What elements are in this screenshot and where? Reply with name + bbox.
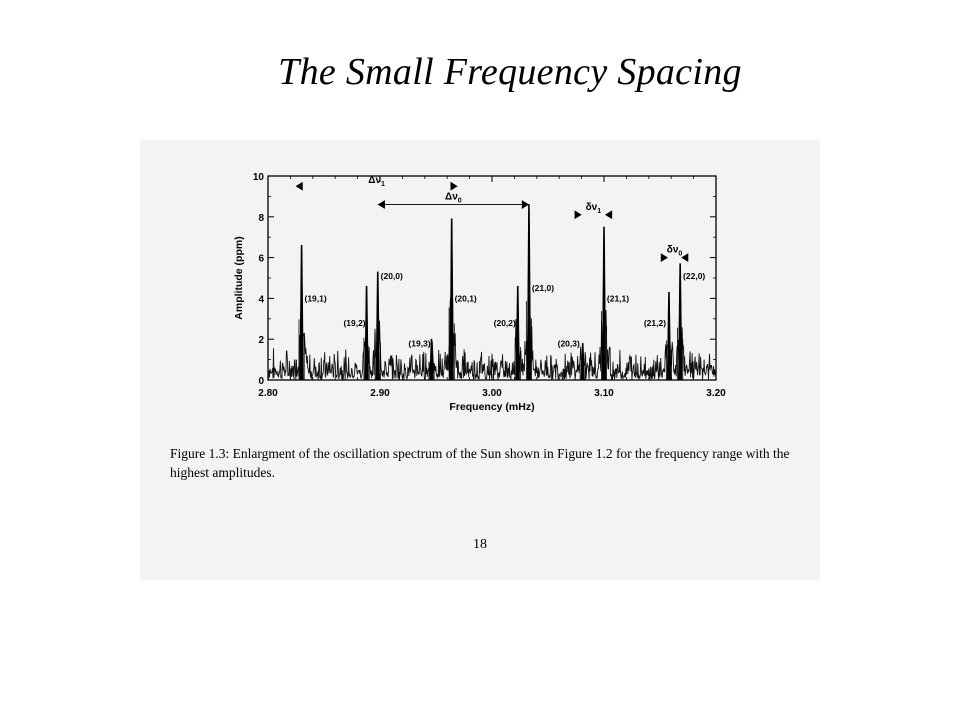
peak-label: (19,2) xyxy=(343,317,366,328)
y-tick-label: 0 xyxy=(258,376,264,387)
x-tick-label: 2.80 xyxy=(258,388,278,399)
delta-nu-1-arrow-left xyxy=(296,182,303,191)
x-tick-label: 2.90 xyxy=(370,388,390,399)
peak-label: (21,0) xyxy=(531,283,555,294)
peak-201 xyxy=(450,219,454,380)
small-delta-nu-1-arrow-left xyxy=(575,210,582,219)
peak-220 xyxy=(678,264,682,380)
peak-label: (20,1) xyxy=(454,293,477,304)
y-axis-title: Amplitude (ppm) xyxy=(233,236,245,320)
y-tick-label: 2 xyxy=(258,335,264,347)
peak-192 xyxy=(365,286,369,380)
peak-203 xyxy=(581,343,585,380)
y-tick-label: 10 xyxy=(252,172,264,183)
peak-200 xyxy=(376,272,380,380)
spectrum-chart xyxy=(140,140,820,580)
peak-label: (20,2) xyxy=(493,317,516,328)
peak-210 xyxy=(527,205,531,380)
peak-211 xyxy=(602,227,606,380)
peak-label: (19,3) xyxy=(408,338,431,349)
x-tick-label: 3.10 xyxy=(594,388,614,399)
peak-212 xyxy=(667,292,671,380)
peak-label: (19,1) xyxy=(304,293,327,304)
page-number: 18 xyxy=(473,537,487,548)
delta-nu-0-arrow-right xyxy=(522,200,529,209)
delta-nu-0-arrow-left xyxy=(378,200,385,209)
figure-caption: Figure 1.3: Enlargment of the oscillation spectrum of the Sun shown in Figure 1.2 for the frequency range with the highest amplitudes. xyxy=(170,446,790,480)
figure-scan xyxy=(140,140,820,580)
x-tick-label: 3.20 xyxy=(706,388,726,399)
spectrum-noise-line xyxy=(268,284,716,380)
plot-frame xyxy=(268,176,716,380)
peak-label: (20,0) xyxy=(380,270,403,281)
x-axis-title: Frequency (mHz) xyxy=(449,401,535,413)
y-tick-label: 4 xyxy=(258,294,264,306)
delta-nu-0-label: $\Delta\nu_0$ xyxy=(445,191,462,205)
small-delta-nu-1-arrow-right xyxy=(605,210,612,219)
peak-label: (22,0) xyxy=(683,270,706,281)
y-tick-label: 8 xyxy=(258,212,264,224)
x-tick-label: 3.00 xyxy=(482,388,502,399)
delta-nu-1-arrow-right xyxy=(451,182,458,191)
small-delta-nu-1-label: $\delta\nu_1$ xyxy=(585,201,602,215)
peak-202 xyxy=(516,286,520,380)
delta-nu-1-label: $\Delta\nu_1$ xyxy=(368,175,385,189)
peak-label: (21,1) xyxy=(606,293,630,304)
slide-title: The Small Frequency Spacing xyxy=(278,51,742,93)
peak-191 xyxy=(300,245,304,380)
peak-label: (20,3) xyxy=(557,338,580,349)
peak-label: (21,2) xyxy=(643,317,667,328)
y-tick-label: 6 xyxy=(258,253,264,265)
small-delta-nu-0-label: $\delta\nu_0$ xyxy=(666,244,683,258)
